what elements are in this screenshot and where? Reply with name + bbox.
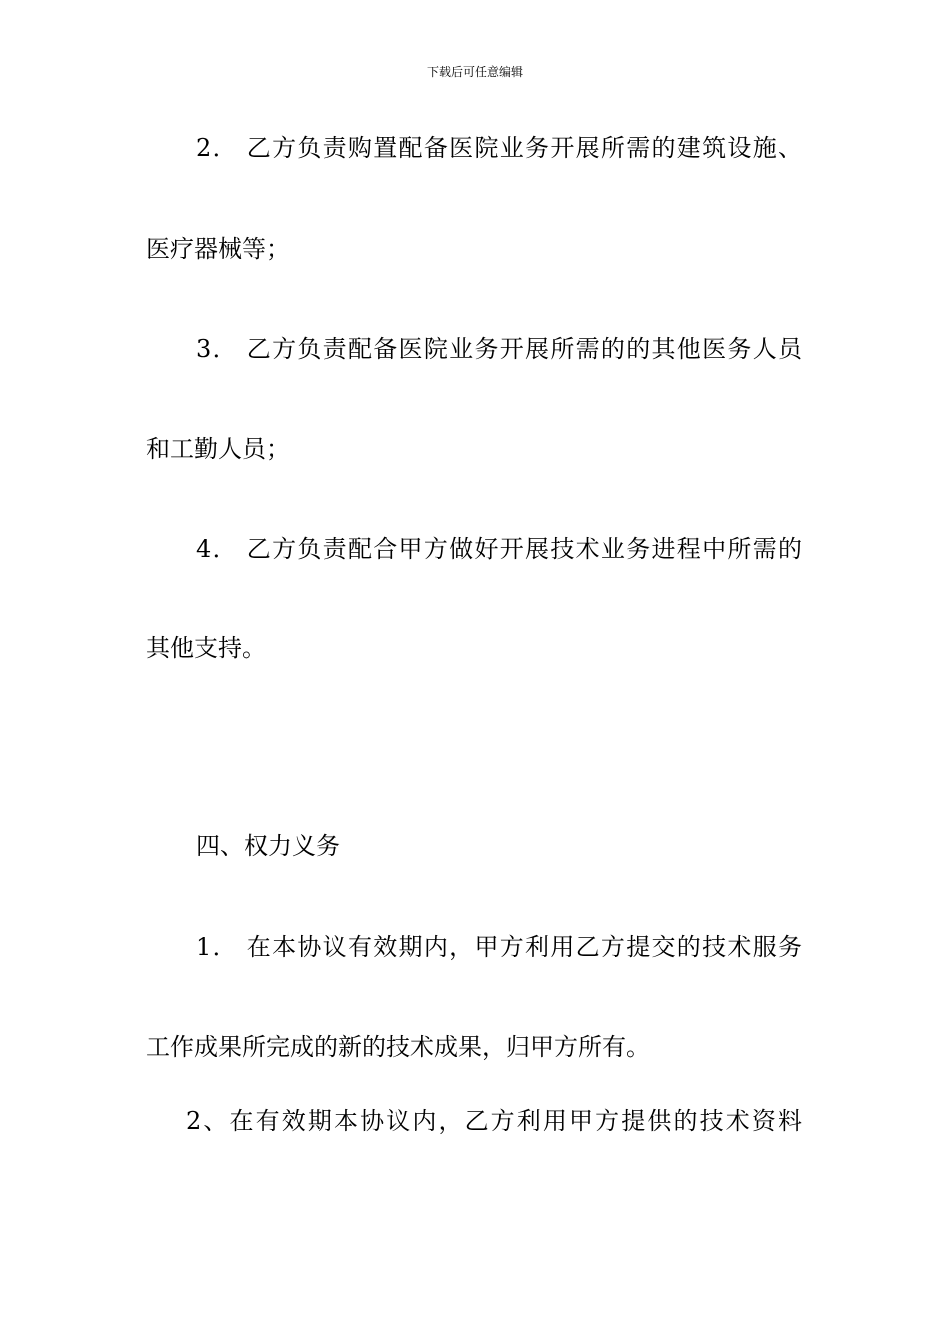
section-heading: 四、权力义务 bbox=[196, 832, 340, 860]
paragraph-line: 2． 乙方负责购置配备医院业务开展所需的建筑设施、 bbox=[196, 134, 802, 162]
page-header: 下载后可任意编辑 bbox=[426, 65, 523, 79]
paragraph-line: 医疗器械等； bbox=[146, 235, 290, 263]
paragraph-line: 工作成果所完成的新的技术成果，归甲方所有。 bbox=[146, 1033, 650, 1061]
paragraph-line: 1． 在本协议有效期内，甲方利用乙方提交的技术服务 bbox=[196, 933, 802, 961]
paragraph-line: 2、在有效期本协议内，乙方利用甲方提供的技术资料 bbox=[186, 1107, 802, 1135]
paragraph-line: 3． 乙方负责配备医院业务开展所需的的其他医务人员 bbox=[196, 335, 802, 363]
paragraph-line: 和工勤人员； bbox=[146, 435, 290, 463]
paragraph-line: 4． 乙方负责配合甲方做好开展技术业务进程中所需的 bbox=[196, 535, 802, 563]
paragraph-line: 其他支持。 bbox=[146, 634, 266, 662]
